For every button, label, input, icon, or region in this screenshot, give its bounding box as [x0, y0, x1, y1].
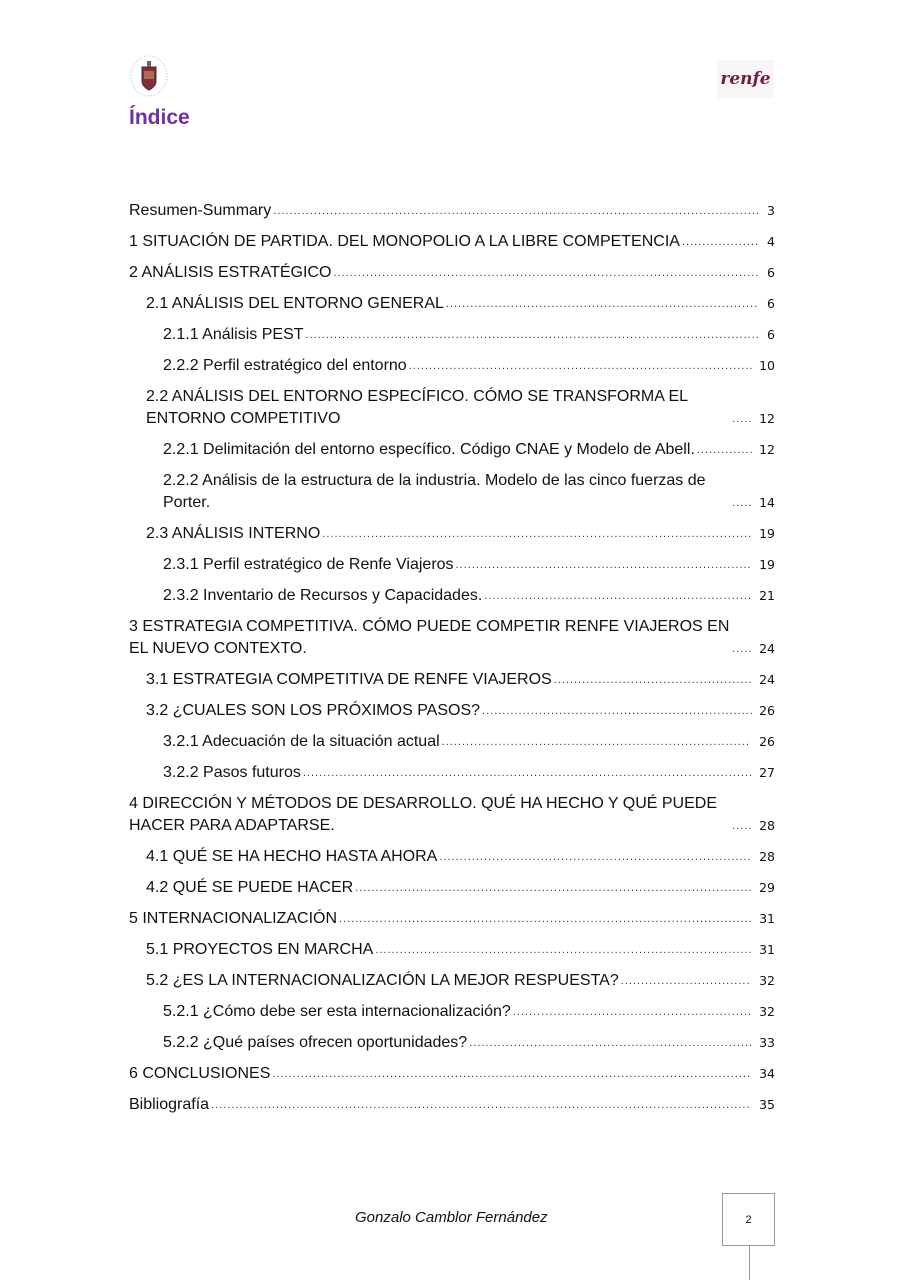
toc-entry-page: 19 — [759, 526, 775, 541]
toc-entry-page: 31 — [759, 911, 775, 926]
toc-entry-title: 4.1 QUÉ SE HA HECHO HASTA AHORA — [146, 848, 438, 865]
dot-leader: ........................................................................................................................ — [273, 205, 761, 217]
dot-leader: .......................................................................................................... — [322, 528, 753, 540]
dot-leader: ............................................................................................. — [375, 944, 753, 956]
toc-entry[interactable] — [129, 200, 775, 222]
toc-entry-page: 26 — [759, 734, 775, 749]
dot-leader: .................................................................. — [484, 590, 753, 602]
toc-entry-page: 3 — [767, 203, 775, 218]
toc-entry-title: 5.2.1 ¿Cómo debe ser esta internacionalización? — [163, 1003, 511, 1020]
table-of-contents — [129, 200, 775, 1125]
dot-leader: ............................................................................. — [445, 298, 759, 310]
toc-entry-title: 4 DIRECCIÓN Y MÉTODOS DE DESARROLLO. QUÉ HA HECHO Y QUÉ PUEDE HACER PARA ADAPTARSE. — [129, 795, 717, 834]
toc-entry[interactable] — [163, 355, 775, 377]
toc-entry-title: 2 ANÁLISIS ESTRATÉGICO — [129, 264, 332, 281]
toc-entry-page: 6 — [767, 296, 775, 311]
toc-entry[interactable] — [146, 523, 775, 545]
toc-entry[interactable] — [163, 1032, 775, 1054]
toc-entry-page: 28 — [759, 818, 775, 833]
toc-entry-page: 12 — [759, 442, 775, 457]
toc-entry-title: 5 INTERNACIONALIZACIÓN — [129, 910, 338, 927]
toc-entry-title: 2.2 ANÁLISIS DEL ENTORNO ESPECÍFICO. CÓMO SE TRANSFORMA EL ENTORNO COMPETITIVO — [146, 388, 688, 427]
university-crest-logo — [130, 55, 168, 97]
dot-leader: ................................................................................................................ — [305, 329, 760, 341]
toc-entry-title: 3.2.2 Pasos futuros — [163, 764, 301, 781]
toc-entry[interactable] — [163, 762, 775, 784]
dot-leader: ..... — [732, 413, 753, 425]
dot-leader: ..... — [732, 497, 753, 509]
dot-leader: ..................................................................................... — [408, 360, 754, 372]
toc-entry-title: 2.3 ANÁLISIS INTERNO — [146, 525, 321, 542]
dot-leader: ........................................................... — [512, 1006, 753, 1018]
toc-entry[interactable] — [129, 1094, 775, 1116]
dot-leader: ..... — [732, 820, 753, 832]
toc-entry-title: 2.3.1 Perfil estratégico de Renfe Viajeros — [163, 556, 454, 573]
toc-entry[interactable] — [146, 970, 775, 992]
dot-leader: .............. — [696, 444, 754, 456]
toc-entry-page: 34 — [759, 1066, 775, 1081]
page-title: Índice — [129, 106, 190, 129]
toc-entry-title: 5.2.2 ¿Qué países ofrecen oportunidades? — [163, 1034, 468, 1051]
toc-entry-page: 24 — [759, 672, 775, 687]
page-number: 2 — [745, 1213, 752, 1226]
dot-leader: ..................................................................................................................................... — [211, 1099, 751, 1111]
toc-entry-page: 28 — [759, 849, 775, 864]
toc-entry[interactable] — [163, 554, 775, 576]
dot-leader: ............................................................................. — [439, 851, 752, 863]
dot-leader: ...................................................................................................................... — [272, 1068, 752, 1080]
dot-leader: ...................................................................... — [469, 1037, 754, 1049]
dot-leader: ......................................................................................................... — [333, 267, 760, 279]
toc-entry-page: 6 — [767, 265, 775, 280]
page-number-box — [722, 1193, 775, 1246]
toc-entry-title: Bibliografía — [129, 1096, 210, 1113]
renfe-logo: renfe — [717, 60, 774, 98]
dot-leader: ................... — [681, 236, 760, 248]
toc-entry-page: 4 — [767, 234, 775, 249]
footer-author: Gonzalo Camblor Fernández — [355, 1209, 548, 1226]
toc-entry-title: 2.2.2 Perfil estratégico del entorno — [163, 357, 407, 374]
toc-entry-title: 5.1 PROYECTOS EN MARCHA — [146, 941, 374, 958]
toc-entry[interactable] — [146, 669, 775, 691]
toc-entry[interactable] — [129, 262, 775, 284]
toc-entry[interactable] — [129, 231, 775, 253]
toc-entry[interactable] — [163, 470, 775, 514]
toc-entry-title: 1 SITUACIÓN DE PARTIDA. DEL MONOPOLIO A LA LIBRE COMPETENCIA — [129, 233, 680, 250]
toc-entry[interactable] — [146, 877, 775, 899]
toc-entry-title: 3 ESTRATEGIA COMPETITIVA. CÓMO PUEDE COMPETIR RENFE VIAJEROS EN EL NUEVO CONTEXTO. — [129, 618, 730, 657]
toc-entry-page: 27 — [759, 765, 775, 780]
toc-entry-page: 19 — [759, 557, 775, 572]
toc-entry[interactable] — [163, 1001, 775, 1023]
toc-entry-page: 35 — [759, 1097, 775, 1112]
toc-entry-page: 26 — [759, 703, 775, 718]
toc-entry-title: 2.1.1 Análisis PEST — [163, 326, 304, 343]
toc-entry-page: 32 — [759, 973, 775, 988]
toc-entry[interactable] — [146, 700, 775, 722]
toc-entry-title: 4.2 QUÉ SE PUEDE HACER — [146, 879, 354, 896]
toc-entry[interactable] — [163, 731, 775, 753]
toc-entry-title: 2.3.2 Inventario de Recursos y Capacidades. — [163, 587, 483, 604]
toc-entry-page: 29 — [759, 880, 775, 895]
toc-entry-page: 21 — [759, 588, 775, 603]
dot-leader: .................................................................................................. — [355, 882, 753, 894]
toc-entry[interactable] — [146, 293, 775, 315]
dot-leader: ..... — [732, 643, 753, 655]
toc-entry[interactable] — [146, 939, 775, 961]
toc-entry-title: 2.2.1 Delimitación del entorno específico. Código CNAE y Modelo de Abell. — [163, 441, 695, 458]
dot-leader: ...................................................................................................... — [339, 913, 753, 925]
toc-entry-title: 3.1 ESTRATEGIA COMPETITIVA DE RENFE VIAJEROS — [146, 671, 552, 688]
toc-entry-title: 5.2 ¿ES LA INTERNACIONALIZACIÓN LA MEJOR RESPUESTA? — [146, 972, 619, 989]
dot-leader: ................................................. — [553, 674, 753, 686]
toc-entry-page: 12 — [759, 411, 775, 426]
toc-entry-page: 24 — [759, 641, 775, 656]
toc-entry-title: Resumen-Summary — [129, 202, 272, 219]
toc-entry[interactable] — [146, 386, 775, 430]
toc-entry[interactable] — [129, 793, 775, 837]
dot-leader: ......................................................................... — [455, 559, 752, 571]
toc-entry-title: 2.1 ANÁLISIS DEL ENTORNO GENERAL — [146, 295, 444, 312]
toc-entry-title: 3.2.1 Adecuación de la situación actual — [163, 733, 440, 750]
toc-entry[interactable] — [129, 908, 775, 930]
toc-entry[interactable] — [129, 616, 775, 660]
dot-leader: ............................................................................ — [441, 736, 750, 748]
toc-entry-page: 10 — [759, 358, 775, 373]
toc-entry-page: 33 — [759, 1035, 775, 1050]
page-number-line — [749, 1245, 750, 1280]
toc-entry[interactable] — [163, 439, 775, 461]
toc-entry-title: 2.2.2 Análisis de la estructura de la industria. Modelo de las cinco fuerzas de Porter. — [163, 472, 706, 511]
toc-entry[interactable] — [163, 585, 775, 607]
toc-entry[interactable] — [146, 846, 775, 868]
toc-entry-page: 14 — [759, 495, 775, 510]
dot-leader: ............................................................................................................... — [302, 767, 754, 779]
dot-leader: ................................ — [620, 975, 751, 987]
toc-entry-title: 6 CONCLUSIONES — [129, 1065, 271, 1082]
toc-entry[interactable] — [129, 1063, 775, 1085]
dot-leader: ................................................................... — [482, 705, 754, 717]
toc-entry-title: 3.2 ¿CUALES SON LOS PRÓXIMOS PASOS? — [146, 702, 481, 719]
toc-entry-page: 32 — [759, 1004, 775, 1019]
toc-entry-page: 31 — [759, 942, 775, 957]
toc-entry[interactable] — [163, 324, 775, 346]
toc-entry-page: 6 — [767, 327, 775, 342]
